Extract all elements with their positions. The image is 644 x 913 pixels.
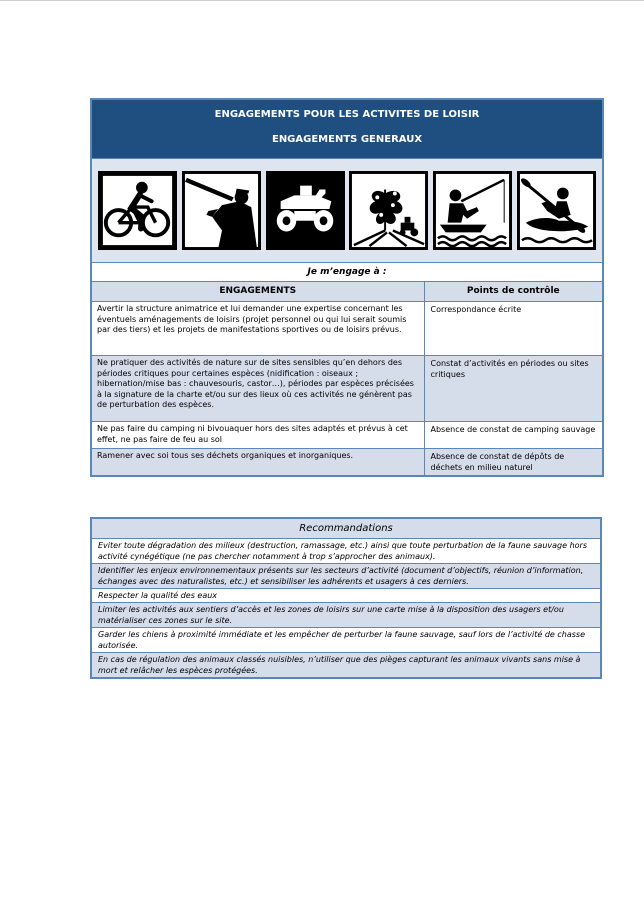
engagement-cell: Ramener avec soi tous ses déchets organiques et inorganiques. xyxy=(91,449,424,476)
control-cell: Absence de constat de dépôts de déchets en milieu naturel xyxy=(424,449,603,476)
recommendation-row xyxy=(91,589,601,603)
kayak-icon xyxy=(517,171,596,250)
recommendations-header-row xyxy=(91,518,601,539)
table-row xyxy=(91,302,603,356)
recommendation-item: Respecter la qualité des eaux xyxy=(91,589,601,603)
quad-bike-icon xyxy=(266,171,345,250)
control-cell: Constat d’activités en périodes ou sites critiques xyxy=(424,356,603,422)
table-header xyxy=(91,99,603,159)
recommendation-item: Limiter les activités aux sentiers d’accès et les zones de loisirs sur une carte mise à la disposition des usagers et/ou matérialiser ces zones sur le site. xyxy=(91,603,601,628)
recommendation-item: En cas de régulation des animaux classés nuisibles, n’utiliser que des pièges capturant les animaux vivants sans mise à mort et relâcher les espèces protégées. xyxy=(91,653,601,679)
column-header-engagements: ENGAGEMENTS xyxy=(91,282,424,302)
recommendation-row xyxy=(91,628,601,653)
page-top-rule xyxy=(0,0,644,1)
vineyard-tractor-icon xyxy=(349,171,428,250)
table-row xyxy=(91,449,603,476)
recommendation-item: Garder les chiens à proximité immédiate et les empêcher de perturber la faune sauvage, sauf lors de l’activité de chasse autorisée. xyxy=(91,628,601,653)
cyclist-icon xyxy=(98,171,177,250)
column-header-points: Points de contrôle xyxy=(424,282,603,302)
engagements-table xyxy=(90,98,604,477)
icons-row xyxy=(91,159,603,263)
header-title: ENGAGEMENTS POUR LES ACTIVITES DE LOISIR xyxy=(214,109,480,120)
recommendation-row xyxy=(91,653,601,679)
recommendation-item: Identifier les enjeux environnementaux présents sur les secteurs d’activité (document d’objectifs, réunion d’information, échanges avec des naturalistes, etc.) et sensibiliser les adhérents et usagers à ces derniers. xyxy=(91,564,601,589)
table-row xyxy=(91,422,603,449)
activity-icons-band xyxy=(91,159,603,263)
engagement-cell: Ne pratiquer des activités de nature sur de sites sensibles qu’en dehors des périodes critiques pour certaines espèces (nidification : oiseaux ; hibernation/mise bas : chauvesouris, castor…), périodes par espèces précisées à la signature de la charte et/ou sur des lieux où ces activités ne génèrent pas de perturbation des espèces. xyxy=(91,356,424,422)
engage-label: Je m’engage à : xyxy=(91,263,603,282)
column-header-row xyxy=(91,282,603,302)
fisherman-icon xyxy=(433,171,512,250)
hunter-icon xyxy=(182,171,261,250)
recommendations-table xyxy=(90,517,602,679)
recommendation-row xyxy=(91,539,601,564)
engagement-cell: Ne pas faire du camping ni bivouaquer hors des sites adaptés et prévus à cet effet, ne pas faire de feu au sol xyxy=(91,422,424,449)
recommendations-title: Recommandations xyxy=(91,518,601,539)
header-row xyxy=(91,99,603,159)
header-subtitle: ENGAGEMENTS GENERAUX xyxy=(271,134,423,145)
recommendation-row xyxy=(91,564,601,589)
engagement-cell: Avertir la structure animatrice et lui demander une expertise concernant les éventuels aménagements de loisirs (projet personnel ou qui lui serait soumis par des tiers) et les projets de manifestations sportives ou de loisirs prévus. xyxy=(91,302,424,356)
engage-row xyxy=(91,263,603,282)
control-cell: Correspondance écrite xyxy=(424,302,603,356)
recommendation-item: Eviter toute dégradation des milieux (destruction, ramassage, etc.) ainsi que toute perturbation de la faune sauvage hors activité cynégétique (ne pas chercher notamment à trop s’approcher des animaux). xyxy=(91,539,601,564)
table-row xyxy=(91,356,603,422)
control-cell: Absence de constat de camping sauvage xyxy=(424,422,603,449)
recommendation-row xyxy=(91,603,601,628)
